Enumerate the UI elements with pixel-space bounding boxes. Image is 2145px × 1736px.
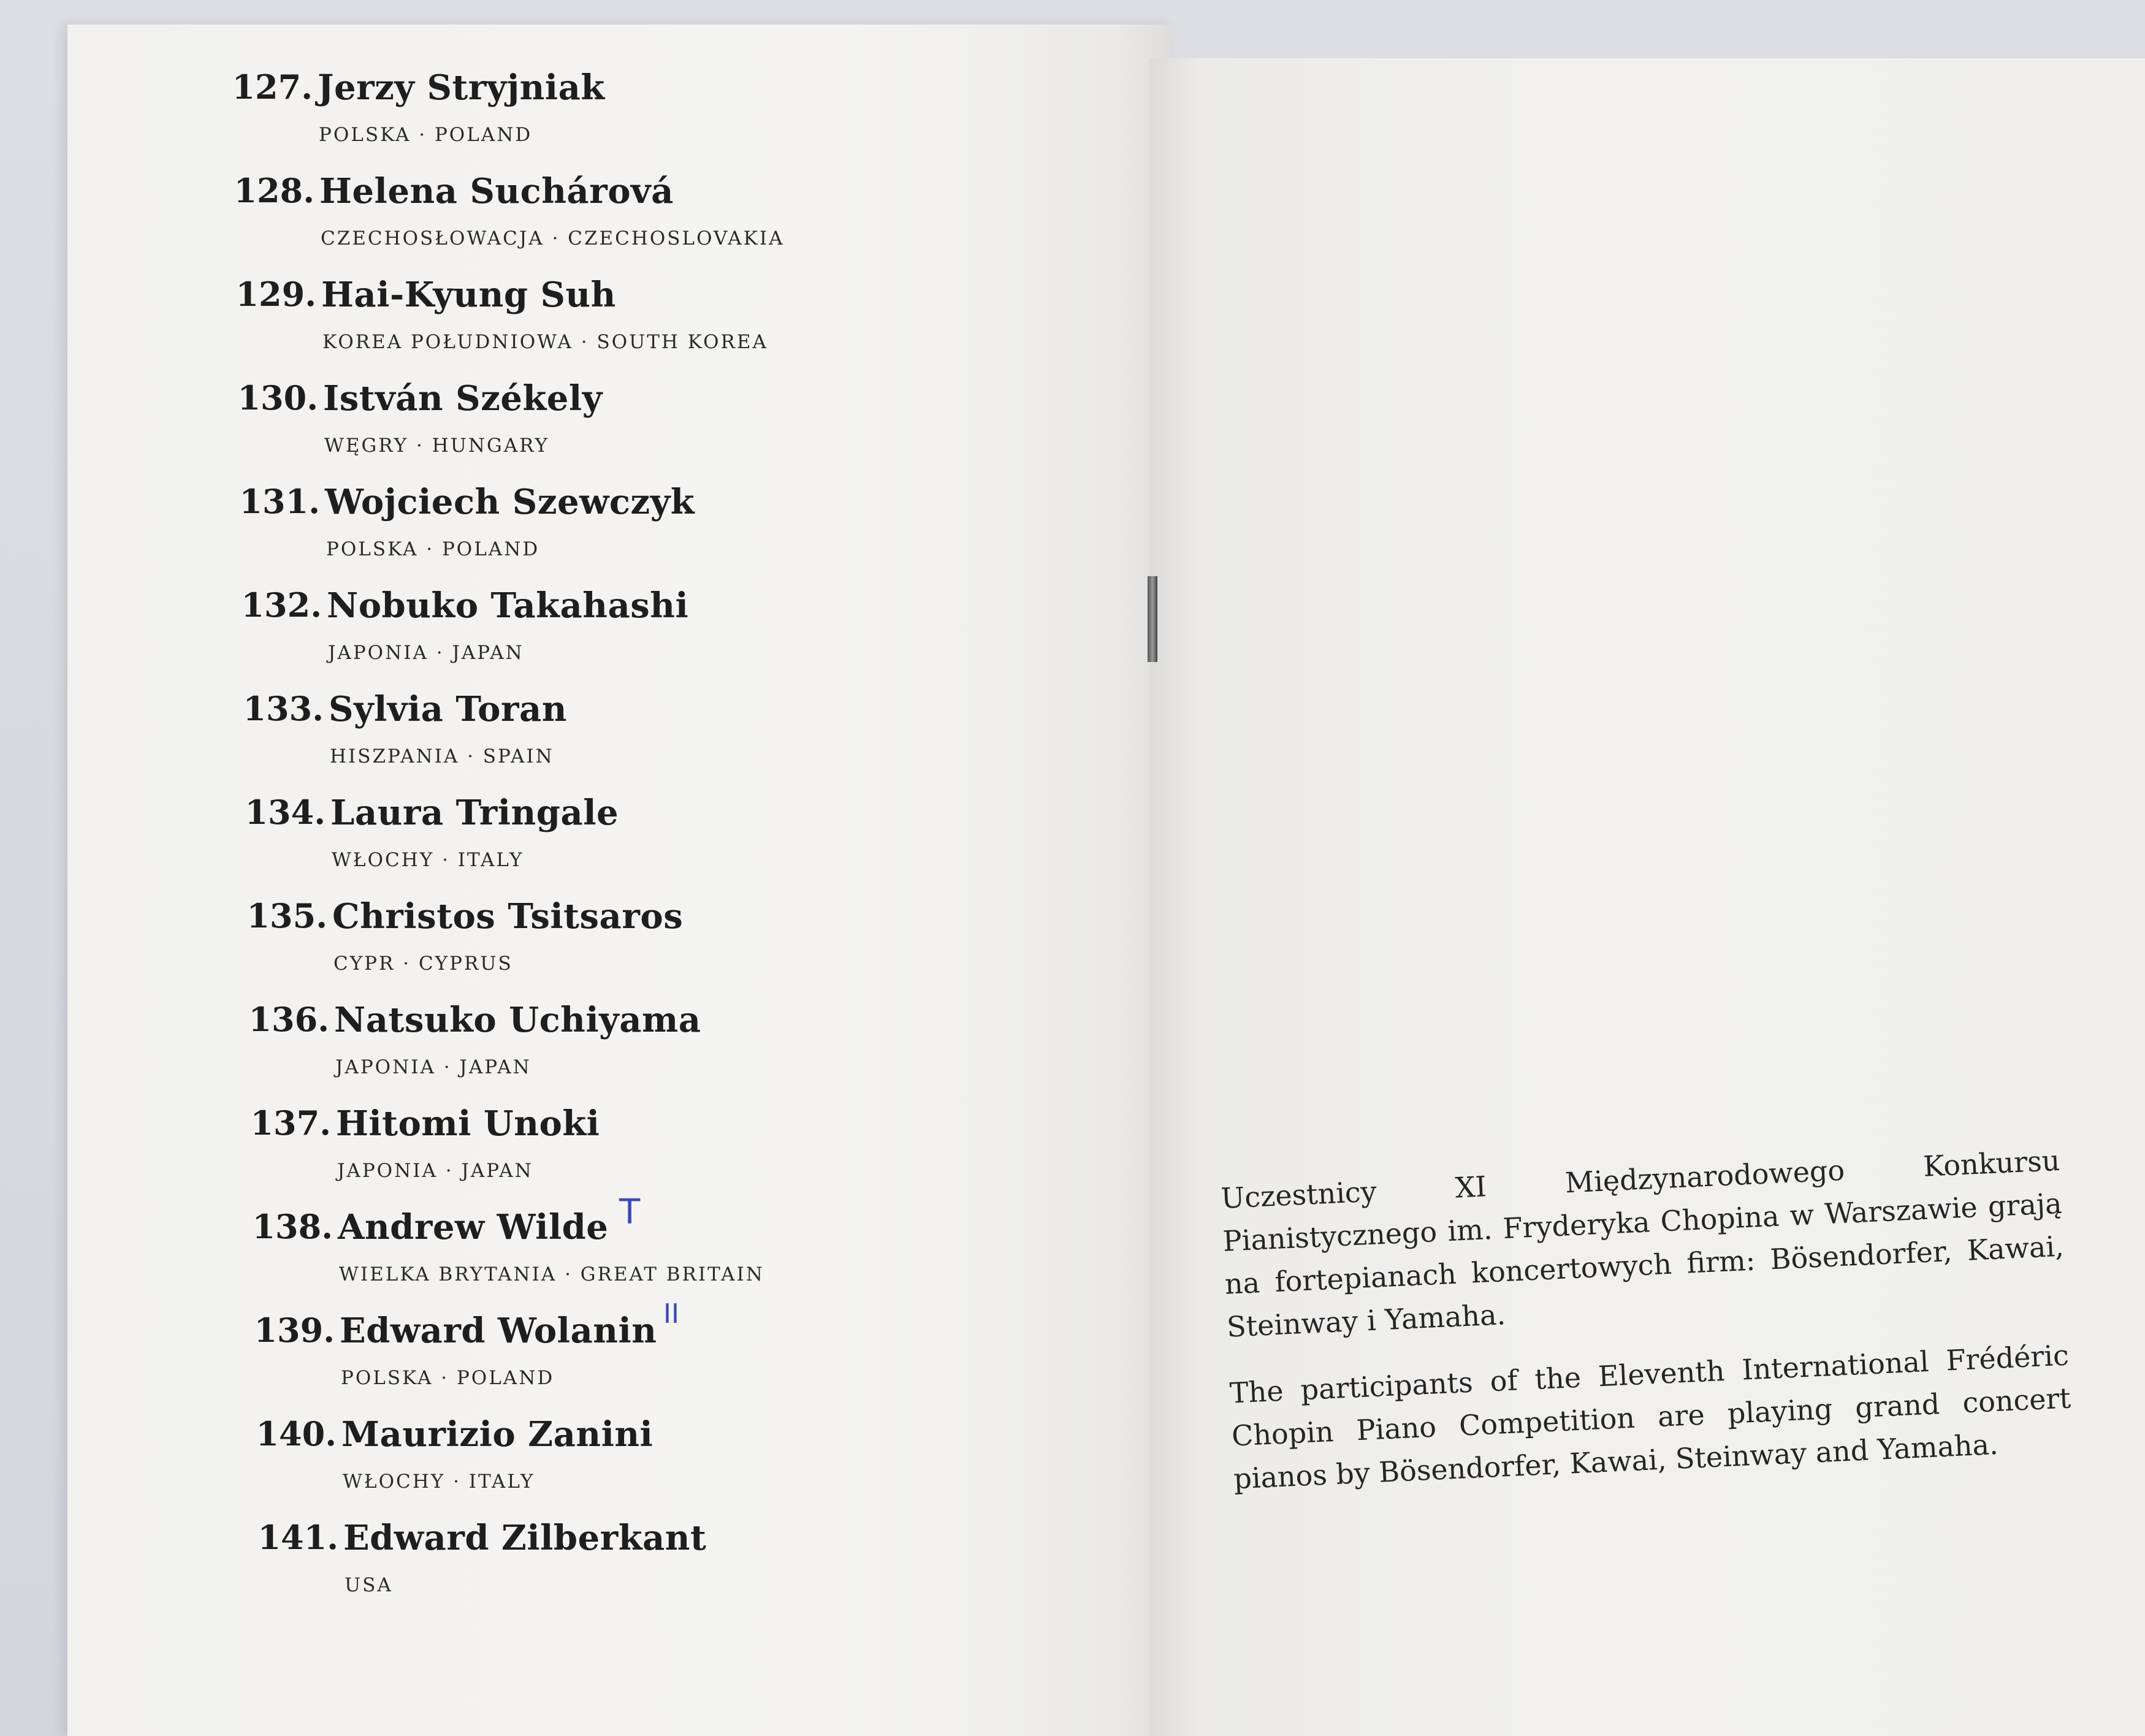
participant-number: 131.	[239, 482, 320, 521]
participant-country: WŁOCHY · ITALY	[343, 1471, 535, 1493]
participant-name: Natsuko Uchiyama	[334, 1000, 701, 1040]
participant-country: POLSKA · POLAND	[326, 538, 540, 560]
list-item	[229, 896, 1146, 1000]
participant-country: JAPONIA · JAPAN	[337, 1160, 533, 1182]
participant-name: Hitomi Unoki	[336, 1103, 600, 1144]
list-item	[215, 67, 1146, 171]
participant-country: CZECHOSŁOWACJA · CZECHOSLOVAKIA	[321, 227, 785, 249]
handwritten-mark: T	[619, 1192, 641, 1232]
participant-number: 139.	[254, 1311, 335, 1350]
list-item	[235, 1207, 1146, 1311]
participant-name: Helena Suchárová	[319, 171, 674, 211]
list-item	[240, 1518, 1146, 1621]
list-item	[237, 1311, 1146, 1414]
participant-number: 136.	[248, 1000, 329, 1039]
participant-country: WIELKA BRYTANIA · GREAT BRITAIN	[339, 1263, 764, 1285]
participant-country: CYPR · CYPRUS	[333, 953, 513, 975]
participant-country: WŁOCHY · ITALY	[332, 849, 524, 871]
list-item	[231, 1000, 1146, 1103]
participant-name: Maurizio Zanini	[341, 1414, 653, 1455]
participant-country: JAPONIA · JAPAN	[328, 642, 524, 664]
participant-number: 128.	[234, 171, 314, 210]
participant-number: 130.	[237, 378, 318, 417]
participant-country: POLSKA · POLAND	[319, 124, 533, 146]
list-item	[233, 1103, 1146, 1207]
participant-name: Edward Zilberkant	[343, 1518, 707, 1558]
participant-number: 127.	[232, 67, 313, 107]
handwritten-mark: II	[663, 1298, 679, 1330]
participant-name: István Székely	[323, 378, 603, 419]
participant-country: WĘGRY · HUNGARY	[324, 435, 549, 457]
participant-number: 134.	[245, 793, 326, 832]
participant-name: Andrew Wilde	[338, 1207, 609, 1247]
participant-number: 141.	[257, 1518, 338, 1557]
participant-number: 133.	[243, 689, 324, 728]
piano-sponsors-note	[1220, 1139, 2075, 1524]
list-item	[220, 378, 1146, 482]
participant-name: Edward Wolanin	[340, 1311, 657, 1351]
list-item	[216, 171, 1146, 275]
participant-country: HISZPANIA · SPAIN	[330, 745, 554, 767]
list-item	[218, 275, 1146, 378]
list-item	[226, 689, 1146, 793]
polish-paragraph: Uczestnicy XI Międzynarodowego Konkursu Pianistycznego im. Fryderyka Chopina w Warszawie grają na fortepianach koncertowych firm: Bösendorfer, Kawai, Steinway i Yamaha.	[1220, 1143, 2065, 1344]
participant-name: Jerzy Stryjniak	[318, 67, 605, 108]
list-item	[227, 793, 1146, 896]
participant-name: Hai-Kyung Suh	[321, 275, 616, 315]
binding-staple	[1148, 576, 1157, 662]
participant-country: KOREA POŁUDNIOWA · SOUTH KOREA	[322, 331, 768, 353]
participant-name: Wojciech Szewczyk	[325, 482, 695, 522]
participant-name: Laura Tringale	[330, 793, 619, 833]
participant-country: POLSKA · POLAND	[341, 1367, 555, 1389]
participant-country: JAPONIA · JAPAN	[335, 1056, 531, 1078]
list-item	[224, 585, 1146, 689]
participant-number: 132.	[241, 585, 322, 625]
participant-number: 138.	[252, 1207, 333, 1246]
participant-name: Sylvia Toran	[329, 689, 567, 729]
participant-number: 129.	[235, 275, 316, 314]
participant-number: 135.	[246, 896, 327, 935]
participant-list	[215, 67, 1146, 1621]
participant-country: USA	[345, 1574, 393, 1596]
participant-name: Christos Tsitsaros	[332, 896, 684, 937]
list-item	[222, 482, 1146, 585]
english-paragraph: The participants of the Eleventh International Frédéric Chopin Piano Competition are playing grand concert pianos by Bösendorfer, Kawai, Steinway and Yamaha.	[1229, 1338, 2072, 1496]
participant-number: 140.	[256, 1414, 337, 1453]
participant-number: 137.	[250, 1103, 331, 1143]
list-item	[238, 1414, 1146, 1518]
participant-name: Nobuko Takahashi	[327, 585, 689, 626]
